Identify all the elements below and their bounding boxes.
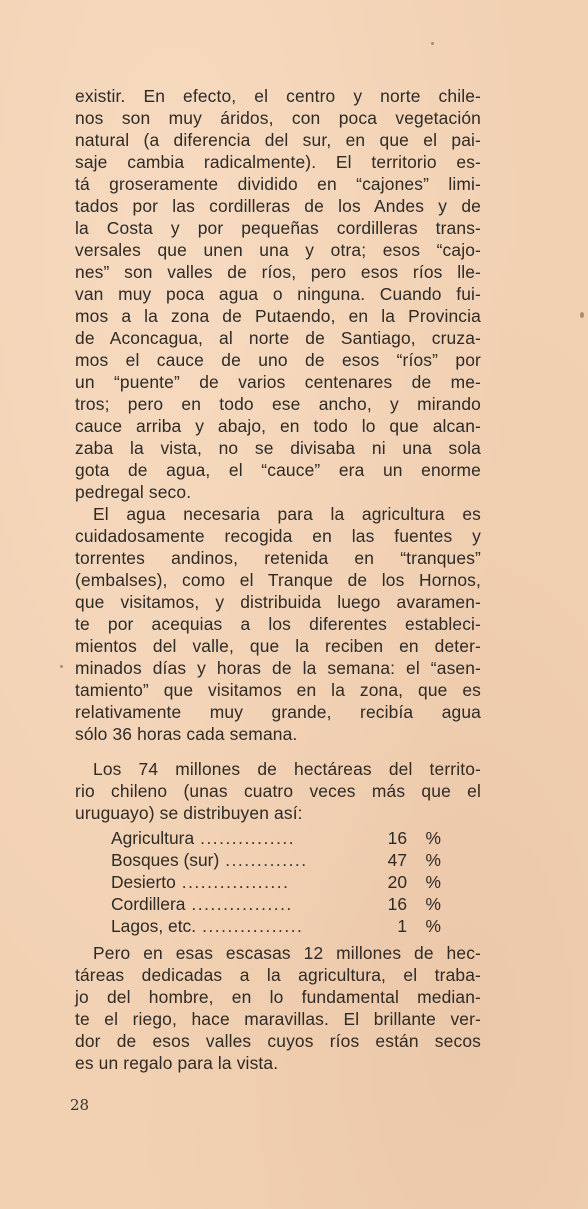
paper-speck — [431, 42, 434, 45]
percent-sign: % — [425, 916, 441, 936]
row-label: Bosques (sur) — [111, 850, 220, 870]
text-line: un “puente” de varios centenares de me- — [75, 372, 481, 392]
percent-sign: % — [425, 872, 441, 892]
text-line: rio chileno (unas cuatro veces más que el — [75, 781, 481, 801]
row-label: Agricultura — [111, 828, 195, 848]
text-line: jo del hombre, en lo fundamental median- — [75, 987, 481, 1007]
text-line: nos son muy áridos, con poca vegetación — [75, 108, 481, 128]
text-line: mientos del valle, que la reciben en deter- — [75, 636, 481, 656]
text-line: tros; pero en todo ese ancho, y mirando — [75, 394, 481, 414]
text-line: nes” son valles de ríos, pero esos ríos lle- — [75, 262, 481, 282]
table-row — [111, 893, 441, 915]
text-line: te el riego, hace maravillas. El brillante ver- — [75, 1009, 481, 1029]
text-line: zaba la vista, no se divisaba ni una sola — [75, 438, 481, 458]
row-label: Desierto — [111, 872, 176, 892]
text-line: natural (a diferencia del sur, en que el pai- — [75, 130, 481, 150]
row-value: 16 — [387, 828, 407, 848]
dot-leader: ............. — [225, 850, 308, 870]
text-line: saje cambia radicalmente). El territorio es- — [75, 152, 481, 172]
row-value: 47 — [387, 850, 407, 870]
dot-leader: ................ — [202, 916, 304, 936]
text-line: tamiento” que visitamos en la zona, que es — [75, 680, 481, 700]
text-line: te por acequias a los diferentes estableci- — [75, 614, 481, 634]
paragraph-2 — [75, 503, 481, 745]
text-line: gota de agua, el “cauce” era un enorme — [75, 460, 481, 480]
text-line: la Costa y por pequeñas cordilleras trans- — [75, 218, 481, 238]
text-line: van muy poca agua o ninguna. Cuando fui- — [75, 284, 481, 304]
text-line: Los 74 millones de hectáreas del territo- — [93, 759, 481, 779]
paper-speck — [60, 665, 63, 668]
text-line: uruguayo) se distribuyen así: — [75, 803, 303, 823]
text-line: torrentes andinos, retenida en “tranques” — [75, 548, 481, 568]
row-value: 20 — [387, 872, 407, 892]
text-line: minados días y horas de la semana: el “asen- — [75, 658, 481, 678]
text-line: relativamente muy grande, recibía agua — [75, 702, 481, 722]
percent-sign: % — [425, 828, 441, 848]
table-row — [111, 827, 441, 849]
text-line: de Aconcagua, al norte de Santiago, cruza- — [75, 328, 481, 348]
row-value: 16 — [387, 894, 407, 914]
row-label: Cordillera — [111, 894, 186, 914]
text-line: versales que unen una y otra; esos “cajo- — [75, 240, 481, 260]
text-line: dor de esos valles cuyos ríos están secos — [75, 1031, 481, 1051]
text-line: cuidadosamente recogida en las fuentes y — [75, 526, 481, 546]
text-line: tados por las cordilleras de los Andes y de — [75, 196, 481, 216]
table-row — [111, 915, 441, 937]
row-value: 1 — [397, 916, 407, 936]
text-line: pedregal seco. — [75, 482, 192, 502]
text-line: El agua necesaria para la agricultura es — [93, 504, 481, 524]
table-row — [111, 849, 441, 871]
table-row — [111, 871, 441, 893]
paper-speck — [580, 312, 584, 318]
text-line: mos a la zona de Putaendo, en la Provincia — [75, 306, 481, 326]
text-line: mos el cauce de uno de esos “ríos” por — [75, 350, 481, 370]
text-line: (embalses), como el Tranque de los Hornos, — [75, 570, 481, 590]
text-line: Pero en esas escasas 12 millones de hec- — [93, 943, 481, 963]
text-line: tá groseramente dividido en “cajones” limi- — [75, 174, 481, 194]
percent-sign: % — [425, 850, 441, 870]
percent-sign: % — [425, 894, 441, 914]
paragraph-1 — [75, 85, 481, 503]
land-distribution-table — [111, 827, 441, 937]
text-line: cauce arriba y abajo, en todo lo que alcan- — [75, 416, 481, 436]
row-label: Lagos, etc. — [111, 916, 197, 936]
dot-leader: ................. — [181, 872, 290, 892]
dot-leader: ................ — [191, 894, 293, 914]
text-line: táreas dedicadas a la agricultura, el traba- — [75, 965, 481, 985]
text-line: que visitamos, y distribuida luego avaramen- — [75, 592, 481, 612]
page-number: 28 — [70, 1096, 90, 1114]
dot-leader: ............... — [200, 828, 296, 848]
paragraph-4 — [75, 942, 481, 1074]
text-line: existir. En efecto, el centro y norte chile- — [75, 86, 481, 106]
text-line: sólo 36 horas cada semana. — [75, 724, 298, 744]
text-line: es un regalo para la vista. — [75, 1053, 279, 1073]
paragraph-3 — [75, 758, 481, 824]
